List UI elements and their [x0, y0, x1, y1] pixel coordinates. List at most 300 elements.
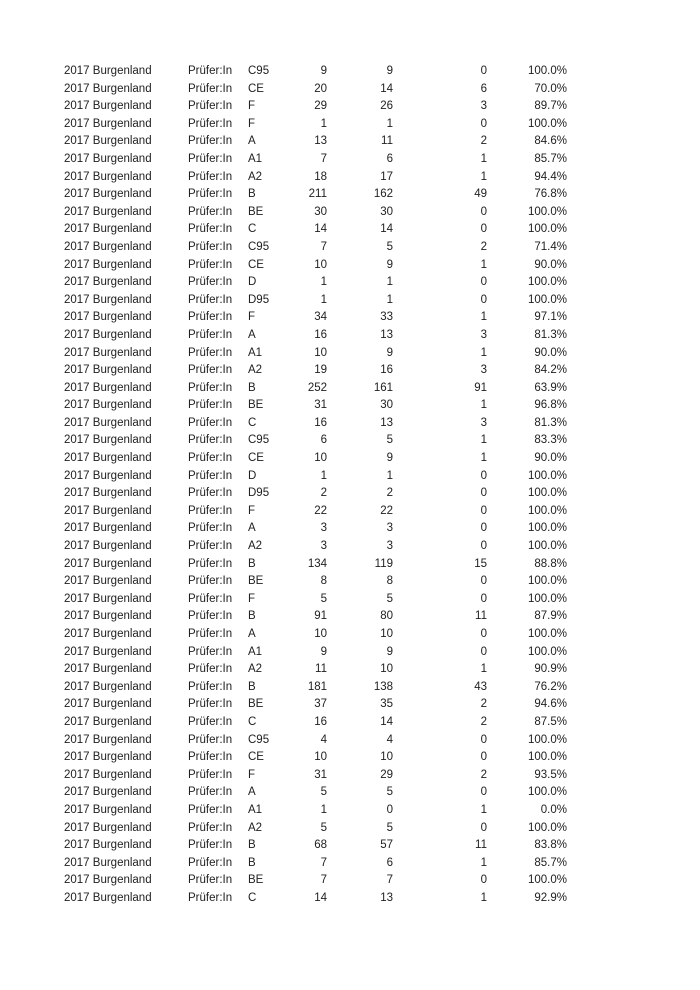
cell-failed: 0	[480, 751, 487, 764]
cell-year-region: 2017 Burgenland	[64, 768, 152, 781]
cell-candidates: 181	[307, 680, 327, 693]
cell-examiner: Prüfer:In	[188, 821, 233, 834]
table-row	[64, 679, 567, 697]
cell-passed: 1	[386, 276, 393, 289]
cell-licence-class: A	[248, 628, 256, 640]
cell-passed: 1	[386, 469, 393, 482]
cell-pass-rate: 97.1%	[534, 311, 567, 324]
cell-passed: 119	[374, 557, 393, 570]
cell-failed: 1	[480, 452, 487, 465]
cell-pass-rate: 100.0%	[527, 504, 567, 517]
cell-examiner: Prüfer:In	[188, 205, 233, 218]
cell-passed: 16	[380, 364, 393, 377]
cell-licence-class: BE	[248, 399, 264, 412]
cell-year-region: 2017 Burgenland	[64, 170, 152, 183]
cell-candidates: 1	[320, 293, 327, 306]
cell-year-region: 2017 Burgenland	[64, 786, 152, 799]
table-row	[64, 221, 567, 239]
cell-passed: 13	[380, 891, 393, 904]
cell-passed: 30	[380, 205, 393, 218]
cell-candidates: 19	[314, 364, 327, 377]
cell-pass-rate: 100.0%	[527, 751, 567, 764]
table-row	[64, 116, 567, 134]
cell-examiner: Prüfer:In	[188, 663, 233, 676]
cell-licence-class: A2	[248, 364, 263, 377]
cell-candidates: 8	[320, 575, 327, 588]
cell-examiner: Prüfer:In	[188, 768, 233, 781]
cell-failed: 0	[480, 504, 487, 517]
cell-failed: 91	[474, 381, 487, 394]
cell-failed: 6	[480, 82, 487, 95]
cell-examiner: Prüfer:In	[188, 135, 233, 148]
cell-year-region: 2017 Burgenland	[64, 100, 152, 113]
cell-year-region: 2017 Burgenland	[64, 293, 152, 306]
cell-examiner: Prüfer:In	[188, 698, 233, 711]
cell-passed: 13	[380, 416, 393, 429]
table-row	[64, 63, 567, 81]
table-row	[64, 626, 567, 644]
cell-passed: 26	[380, 100, 393, 113]
cell-candidates: 22	[314, 504, 327, 517]
cell-examiner: Prüfer:In	[188, 117, 233, 130]
cell-licence-class: A	[248, 522, 256, 535]
cell-pass-rate: 85.7%	[534, 152, 567, 165]
cell-pass-rate: 100.0%	[527, 592, 567, 605]
cell-failed: 0	[480, 874, 487, 887]
cell-failed: 2	[480, 715, 487, 728]
cell-year-region: 2017 Burgenland	[64, 311, 152, 324]
cell-candidates: 1	[320, 469, 327, 482]
cell-licence-class: B	[248, 381, 256, 394]
cell-year-region: 2017 Burgenland	[64, 328, 152, 341]
cell-candidates: 10	[314, 258, 327, 271]
cell-failed: 3	[480, 416, 487, 429]
cell-candidates: 5	[320, 786, 327, 799]
cell-failed: 0	[480, 487, 487, 500]
results-table	[64, 63, 567, 908]
cell-passed: 161	[373, 381, 393, 394]
cell-pass-rate: 100.0%	[527, 540, 567, 553]
cell-passed: 30	[380, 399, 393, 412]
cell-candidates: 10	[314, 628, 327, 640]
cell-pass-rate: 89.7%	[534, 100, 567, 113]
cell-passed: 5	[386, 786, 393, 799]
cell-passed: 5	[386, 592, 393, 605]
cell-passed: 4	[386, 733, 393, 746]
cell-pass-rate: 100.0%	[527, 786, 567, 799]
cell-licence-class: C95	[248, 240, 270, 253]
table-row	[64, 204, 567, 222]
cell-pass-rate: 94.6%	[534, 698, 567, 711]
cell-candidates: 20	[314, 82, 327, 95]
cell-examiner: Prüfer:In	[188, 575, 233, 588]
cell-pass-rate: 100.0%	[527, 645, 567, 658]
cell-year-region: 2017 Burgenland	[64, 557, 152, 570]
cell-year-region: 2017 Burgenland	[64, 117, 152, 130]
cell-year-region: 2017 Burgenland	[64, 821, 152, 834]
table-row	[64, 81, 567, 99]
table-row	[64, 397, 567, 415]
cell-pass-rate: 70.0%	[534, 82, 567, 95]
cell-licence-class: CE	[248, 452, 264, 465]
cell-licence-class: A	[248, 328, 256, 341]
cell-pass-rate: 100.0%	[527, 293, 567, 306]
cell-licence-class: C	[248, 416, 257, 429]
cell-examiner: Prüfer:In	[188, 733, 233, 746]
cell-passed: 29	[380, 768, 393, 781]
cell-failed: 0	[480, 786, 487, 799]
cell-year-region: 2017 Burgenland	[64, 751, 152, 764]
cell-examiner: Prüfer:In	[188, 522, 233, 535]
cell-candidates: 9	[320, 645, 327, 658]
cell-passed: 10	[380, 628, 393, 640]
cell-pass-rate: 76.8%	[534, 188, 567, 201]
cell-year-region: 2017 Burgenland	[64, 540, 152, 553]
cell-year-region: 2017 Burgenland	[64, 628, 152, 640]
cell-year-region: 2017 Burgenland	[64, 803, 152, 816]
cell-pass-rate: 94.4%	[534, 170, 567, 183]
cell-candidates: 134	[307, 557, 327, 570]
cell-failed: 0	[480, 469, 487, 482]
table-row	[64, 556, 567, 574]
cell-year-region: 2017 Burgenland	[64, 258, 152, 271]
cell-examiner: Prüfer:In	[188, 452, 233, 465]
cell-passed: 9	[386, 258, 393, 271]
cell-failed: 1	[480, 311, 487, 324]
cell-passed: 17	[380, 170, 393, 183]
cell-examiner: Prüfer:In	[188, 891, 233, 904]
cell-failed: 1	[480, 258, 487, 271]
cell-year-region: 2017 Burgenland	[64, 399, 152, 412]
cell-candidates: 13	[314, 135, 327, 148]
cell-candidates: 68	[314, 839, 327, 852]
cell-passed: 6	[386, 152, 393, 165]
cell-passed: 11	[381, 135, 393, 148]
cell-failed: 2	[480, 768, 487, 781]
cell-candidates: 18	[314, 170, 327, 183]
cell-licence-class: C95	[248, 434, 270, 447]
cell-year-region: 2017 Burgenland	[64, 733, 152, 746]
cell-candidates: 10	[314, 452, 327, 465]
cell-examiner: Prüfer:In	[188, 645, 233, 658]
cell-pass-rate: 83.8%	[534, 839, 567, 852]
table-row	[64, 767, 567, 785]
cell-passed: 9	[386, 645, 393, 658]
table-row	[64, 749, 567, 767]
cell-licence-class: D	[248, 469, 257, 482]
cell-failed: 0	[480, 522, 487, 535]
cell-examiner: Prüfer:In	[188, 874, 233, 887]
table-row	[64, 239, 567, 257]
cell-licence-class: F	[248, 504, 256, 517]
cell-pass-rate: 100.0%	[527, 821, 567, 834]
cell-candidates: 31	[314, 768, 327, 781]
cell-pass-rate: 100.0%	[527, 117, 567, 130]
cell-year-region: 2017 Burgenland	[64, 452, 152, 465]
cell-pass-rate: 63.9%	[534, 381, 567, 394]
cell-licence-class: B	[248, 839, 256, 852]
cell-year-region: 2017 Burgenland	[64, 874, 152, 887]
cell-year-region: 2017 Burgenland	[64, 522, 152, 535]
cell-licence-class: B	[248, 610, 256, 623]
cell-pass-rate: 90.0%	[534, 452, 567, 465]
cell-examiner: Prüfer:In	[188, 856, 233, 869]
cell-passed: 35	[380, 698, 393, 711]
table-row	[64, 362, 567, 380]
cell-examiner: Prüfer:In	[188, 469, 233, 482]
cell-examiner: Prüfer:In	[188, 839, 233, 852]
cell-passed: 0	[386, 803, 393, 816]
cell-year-region: 2017 Burgenland	[64, 663, 152, 676]
cell-candidates: 7	[320, 874, 327, 887]
cell-licence-class: A1	[248, 645, 263, 658]
cell-examiner: Prüfer:In	[188, 276, 233, 289]
cell-licence-class: B	[248, 680, 256, 693]
cell-candidates: 7	[320, 240, 327, 253]
table-row	[64, 714, 567, 732]
table-row	[64, 696, 567, 714]
cell-candidates: 5	[320, 592, 327, 605]
cell-year-region: 2017 Burgenland	[64, 82, 152, 95]
cell-examiner: Prüfer:In	[188, 803, 233, 816]
cell-candidates: 31	[314, 399, 327, 412]
cell-licence-class: F	[248, 117, 256, 130]
cell-candidates: 10	[314, 751, 327, 764]
cell-licence-class: B	[248, 557, 256, 570]
cell-passed: 9	[386, 65, 393, 77]
cell-licence-class: C95	[248, 733, 270, 746]
cell-examiner: Prüfer:In	[188, 504, 233, 517]
cell-failed: 0	[480, 117, 487, 130]
cell-pass-rate: 83.3%	[534, 434, 567, 447]
cell-pass-rate: 100.0%	[527, 628, 567, 640]
table-row	[64, 503, 567, 521]
cell-pass-rate: 100.0%	[527, 733, 567, 746]
cell-failed: 0	[480, 205, 487, 218]
cell-year-region: 2017 Burgenland	[64, 364, 152, 377]
cell-examiner: Prüfer:In	[188, 610, 233, 623]
cell-pass-rate: 85.7%	[534, 856, 567, 869]
cell-failed: 0	[480, 540, 487, 553]
cell-licence-class: A2	[248, 540, 263, 553]
cell-licence-class: D	[248, 276, 257, 289]
cell-failed: 0	[480, 628, 487, 640]
cell-pass-rate: 92.9%	[534, 891, 567, 904]
cell-year-region: 2017 Burgenland	[64, 135, 152, 148]
cell-candidates: 34	[314, 311, 327, 324]
cell-pass-rate: 100.0%	[527, 874, 567, 887]
cell-passed: 5	[386, 240, 393, 253]
cell-licence-class: C95	[248, 65, 270, 77]
cell-passed: 2	[386, 487, 393, 500]
cell-year-region: 2017 Burgenland	[64, 856, 152, 869]
cell-examiner: Prüfer:In	[188, 751, 233, 764]
cell-candidates: 16	[314, 416, 327, 429]
cell-candidates: 7	[320, 856, 327, 869]
cell-candidates: 7	[320, 152, 327, 165]
cell-passed: 5	[386, 434, 393, 447]
cell-examiner: Prüfer:In	[188, 416, 233, 429]
table-row	[64, 608, 567, 626]
cell-failed: 1	[480, 399, 487, 412]
cell-candidates: 10	[314, 346, 327, 359]
cell-examiner: Prüfer:In	[188, 540, 233, 553]
cell-licence-class: BE	[248, 698, 264, 711]
cell-licence-class: B	[248, 856, 256, 869]
cell-licence-class: A	[248, 135, 256, 148]
cell-pass-rate: 96.8%	[534, 399, 567, 412]
cell-licence-class: C	[248, 715, 257, 728]
cell-examiner: Prüfer:In	[188, 381, 233, 394]
cell-examiner: Prüfer:In	[188, 346, 233, 359]
cell-examiner: Prüfer:In	[188, 152, 233, 165]
cell-passed: 33	[380, 311, 393, 324]
cell-passed: 8	[386, 575, 393, 588]
table-row	[64, 432, 567, 450]
table-row	[64, 538, 567, 556]
table-row	[64, 837, 567, 855]
cell-examiner: Prüfer:In	[188, 557, 233, 570]
cell-passed: 57	[380, 839, 393, 852]
cell-passed: 138	[373, 680, 393, 693]
cell-passed: 80	[380, 610, 393, 623]
cell-passed: 9	[386, 346, 393, 359]
cell-passed: 22	[380, 504, 393, 517]
cell-licence-class: B	[248, 188, 256, 201]
table-row	[64, 820, 567, 838]
cell-candidates: 14	[314, 223, 327, 236]
cell-passed: 1	[386, 117, 393, 130]
cell-year-region: 2017 Burgenland	[64, 416, 152, 429]
table-row	[64, 784, 567, 802]
table-row	[64, 468, 567, 486]
cell-examiner: Prüfer:In	[188, 223, 233, 236]
cell-licence-class: F	[248, 311, 256, 324]
cell-licence-class: A2	[248, 170, 263, 183]
cell-year-region: 2017 Burgenland	[64, 610, 152, 623]
cell-year-region: 2017 Burgenland	[64, 715, 152, 728]
cell-failed: 1	[480, 152, 487, 165]
table-row	[64, 415, 567, 433]
cell-year-region: 2017 Burgenland	[64, 592, 152, 605]
cell-failed: 43	[474, 680, 487, 693]
cell-examiner: Prüfer:In	[188, 487, 233, 500]
cell-licence-class: BE	[248, 575, 264, 588]
cell-examiner: Prüfer:In	[188, 258, 233, 271]
table-row	[64, 345, 567, 363]
cell-failed: 2	[480, 240, 487, 253]
cell-failed: 1	[480, 170, 487, 183]
cell-failed: 15	[474, 557, 487, 570]
cell-licence-class: CE	[248, 258, 264, 271]
cell-licence-class: F	[248, 100, 256, 113]
cell-failed: 1	[480, 346, 487, 359]
cell-licence-class: A2	[248, 663, 263, 676]
cell-passed: 6	[386, 856, 393, 869]
cell-pass-rate: 87.5%	[534, 715, 567, 728]
cell-passed: 162	[373, 188, 393, 201]
cell-candidates: 252	[307, 381, 327, 394]
table-row	[64, 450, 567, 468]
cell-pass-rate: 90.0%	[534, 346, 567, 359]
cell-failed: 11	[475, 839, 487, 852]
cell-passed: 3	[386, 540, 393, 553]
cell-examiner: Prüfer:In	[188, 628, 233, 640]
cell-year-region: 2017 Burgenland	[64, 205, 152, 218]
cell-licence-class: A	[248, 786, 256, 799]
table-row	[64, 133, 567, 151]
cell-year-region: 2017 Burgenland	[64, 698, 152, 711]
table-row	[64, 98, 567, 116]
cell-failed: 49	[474, 188, 487, 201]
cell-year-region: 2017 Burgenland	[64, 891, 152, 904]
cell-licence-class: BE	[248, 205, 264, 218]
cell-passed: 13	[380, 328, 393, 341]
cell-failed: 1	[480, 803, 487, 816]
cell-examiner: Prüfer:In	[188, 328, 233, 341]
table-row	[64, 309, 567, 327]
cell-examiner: Prüfer:In	[188, 293, 233, 306]
cell-candidates: 16	[314, 328, 327, 341]
cell-year-region: 2017 Burgenland	[64, 381, 152, 394]
cell-examiner: Prüfer:In	[188, 786, 233, 799]
cell-licence-class: A2	[248, 821, 263, 834]
cell-passed: 7	[386, 874, 393, 887]
cell-pass-rate: 100.0%	[527, 223, 567, 236]
cell-examiner: Prüfer:In	[188, 100, 233, 113]
cell-candidates: 11	[315, 663, 327, 676]
table-row	[64, 485, 567, 503]
cell-pass-rate: 100.0%	[527, 487, 567, 500]
cell-pass-rate: 87.9%	[534, 610, 567, 623]
cell-passed: 14	[380, 82, 393, 95]
cell-pass-rate: 100.0%	[527, 276, 567, 289]
cell-failed: 0	[480, 821, 487, 834]
cell-candidates: 4	[320, 733, 327, 746]
cell-pass-rate: 76.2%	[534, 680, 567, 693]
cell-failed: 3	[480, 100, 487, 113]
cell-year-region: 2017 Burgenland	[64, 223, 152, 236]
cell-failed: 0	[480, 645, 487, 658]
cell-year-region: 2017 Burgenland	[64, 487, 152, 500]
cell-candidates: 3	[320, 540, 327, 553]
cell-candidates: 3	[320, 522, 327, 535]
cell-year-region: 2017 Burgenland	[64, 469, 152, 482]
cell-examiner: Prüfer:In	[188, 592, 233, 605]
cell-failed: 0	[480, 733, 487, 746]
cell-examiner: Prüfer:In	[188, 311, 233, 324]
table-row	[64, 855, 567, 873]
cell-candidates: 1	[320, 803, 327, 816]
cell-examiner: Prüfer:In	[188, 65, 233, 77]
cell-candidates: 30	[314, 205, 327, 218]
cell-candidates: 2	[320, 487, 327, 500]
cell-passed: 3	[386, 522, 393, 535]
table-row	[64, 169, 567, 187]
cell-pass-rate: 100.0%	[527, 469, 567, 482]
cell-year-region: 2017 Burgenland	[64, 504, 152, 517]
table-row	[64, 151, 567, 169]
cell-candidates: 16	[314, 715, 327, 728]
cell-examiner: Prüfer:In	[188, 170, 233, 183]
cell-licence-class: F	[248, 768, 256, 781]
cell-pass-rate: 100.0%	[527, 205, 567, 218]
cell-examiner: Prüfer:In	[188, 82, 233, 95]
cell-failed: 0	[480, 293, 487, 306]
cell-pass-rate: 0.0%	[540, 803, 567, 816]
cell-candidates: 6	[320, 434, 327, 447]
cell-examiner: Prüfer:In	[188, 240, 233, 253]
